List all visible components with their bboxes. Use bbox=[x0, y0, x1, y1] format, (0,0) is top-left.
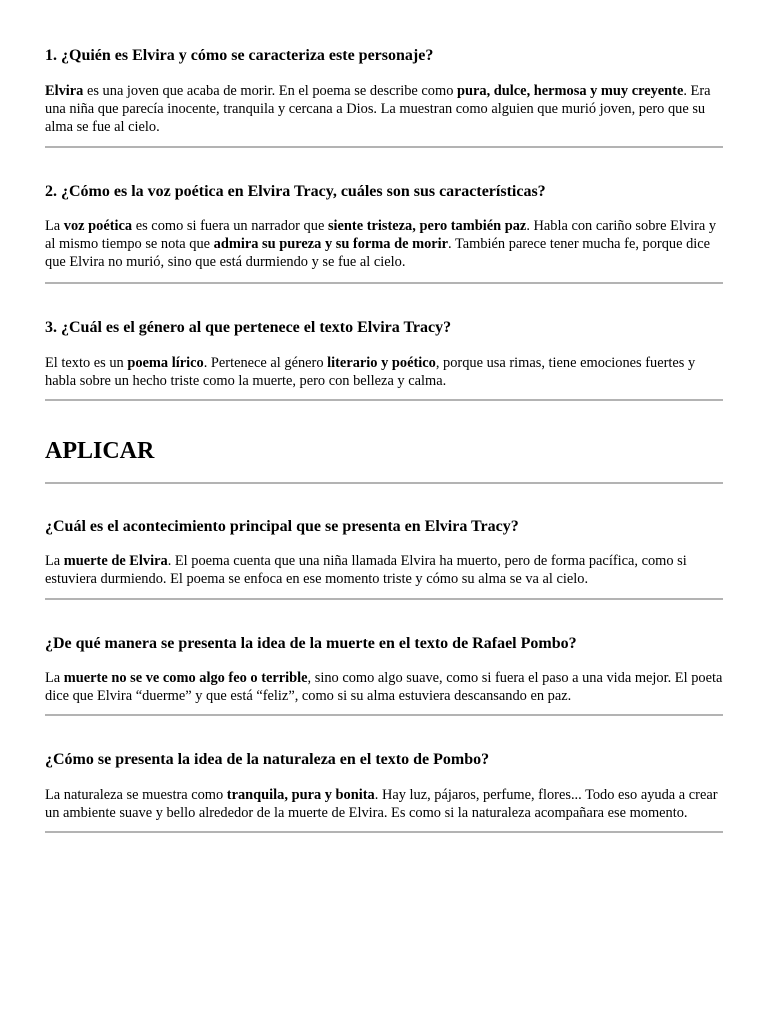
question-title: 3. ¿Cuál es el género al que pertenece el texto Elvira Tracy? bbox=[45, 319, 452, 336]
horizontal-divider bbox=[45, 598, 723, 600]
text-run: es una joven que acaba de morir. En el poema se describe como bbox=[83, 83, 457, 99]
bold-text-run: tranquila, pura y bonita bbox=[226, 787, 375, 803]
horizontal-divider bbox=[45, 282, 723, 284]
text-run: La bbox=[45, 218, 64, 234]
question-section-2 bbox=[45, 182, 723, 271]
answer-paragraph bbox=[45, 82, 723, 136]
horizontal-divider bbox=[45, 482, 723, 484]
text-run: El texto es un bbox=[45, 355, 128, 371]
bold-text-run: Elvira bbox=[45, 83, 84, 99]
bold-text-run: admira su pureza y su forma de morir bbox=[213, 236, 449, 252]
question-title: 2. ¿Cómo es la voz poética en Elvira Tracy, cuáles son sus características? bbox=[45, 183, 546, 200]
answer-paragraph bbox=[45, 354, 723, 390]
text-run: . También parece tener mucha fe, porque dice que Elvira no murió, sino que está durmiendo y se fue al cielo. bbox=[45, 236, 711, 270]
horizontal-divider bbox=[45, 714, 723, 716]
text-run: La bbox=[45, 670, 64, 686]
text-run: . Hay luz, pájaros, perfume, flores... Todo eso ayuda a crear un ambiente suave y bello alrededor de la muerte de Elvira. Es como si la naturaleza acompañara ese momento. bbox=[45, 787, 718, 821]
text-run: . Habla con cariño sobre Elvira y al mismo tiempo se nota que bbox=[45, 218, 717, 252]
aplicar-question-3 bbox=[45, 750, 723, 822]
text-run: . El poema cuenta que una niña llamada Elvira ha muerto, pero de forma pacífica, como si estuviera durmiendo. El poema se enfoca en ese momento triste y cómo su alma se va al cielo. bbox=[45, 553, 687, 587]
text-run: La bbox=[45, 553, 64, 569]
question-title: ¿Cuál es el acontecimiento principal que se presenta en Elvira Tracy? bbox=[45, 518, 519, 535]
bold-text-run: literario y poético bbox=[327, 355, 436, 371]
text-run: . Era una niña que parecía inocente, tranquila y cercana a Dios. La muestran como alguien que murió joven, pero que su alma se fue al cielo. bbox=[45, 83, 711, 135]
text-run: La naturaleza se muestra como bbox=[45, 787, 227, 803]
bold-text-run: pura, dulce, hermosa y muy creyente bbox=[457, 83, 684, 99]
question-section-1 bbox=[45, 46, 723, 136]
horizontal-divider bbox=[45, 146, 723, 148]
bold-text-run: poema lírico bbox=[127, 355, 204, 371]
horizontal-divider bbox=[45, 831, 723, 833]
bold-text-run: voz poética bbox=[63, 218, 133, 234]
section-heading-aplicar: APLICAR bbox=[45, 438, 155, 464]
text-run: es como si fuera un narrador que bbox=[132, 218, 328, 234]
document-page bbox=[45, 0, 723, 833]
text-run: , sino como algo suave, como si fuera el paso a una vida mejor. El poeta dice que Elvira “duerme” y que está “feliz”, como si su alma estuviera descansando en paz. bbox=[45, 670, 723, 704]
question-title: ¿De qué manera se presenta la idea de la muerte en el texto de Rafael Pombo? bbox=[45, 635, 577, 652]
aplicar-question-1 bbox=[45, 517, 723, 588]
bold-text-run: muerte de Elvira bbox=[63, 553, 168, 569]
aplicar-question-2 bbox=[45, 634, 723, 705]
horizontal-divider bbox=[45, 399, 723, 401]
answer-paragraph bbox=[45, 786, 723, 822]
text-run: . Pertenece al género bbox=[203, 355, 328, 371]
question-title: ¿Cómo se presenta la idea de la naturaleza en el texto de Pombo? bbox=[45, 751, 490, 768]
question-section-3 bbox=[45, 318, 723, 390]
text-run: , porque usa rimas, tiene emociones fuertes y habla sobre un hecho triste como la muerte, pero con belleza y calma. bbox=[45, 355, 696, 389]
bold-text-run: muerte no se ve como algo feo o terrible bbox=[63, 670, 308, 686]
question-title: 1. ¿Quién es Elvira y cómo se caracteriza este personaje? bbox=[45, 47, 434, 64]
bold-text-run: siente tristeza, pero también paz bbox=[327, 218, 527, 234]
answer-paragraph bbox=[45, 217, 723, 271]
answer-paragraph bbox=[45, 669, 723, 705]
answer-paragraph bbox=[45, 552, 723, 588]
